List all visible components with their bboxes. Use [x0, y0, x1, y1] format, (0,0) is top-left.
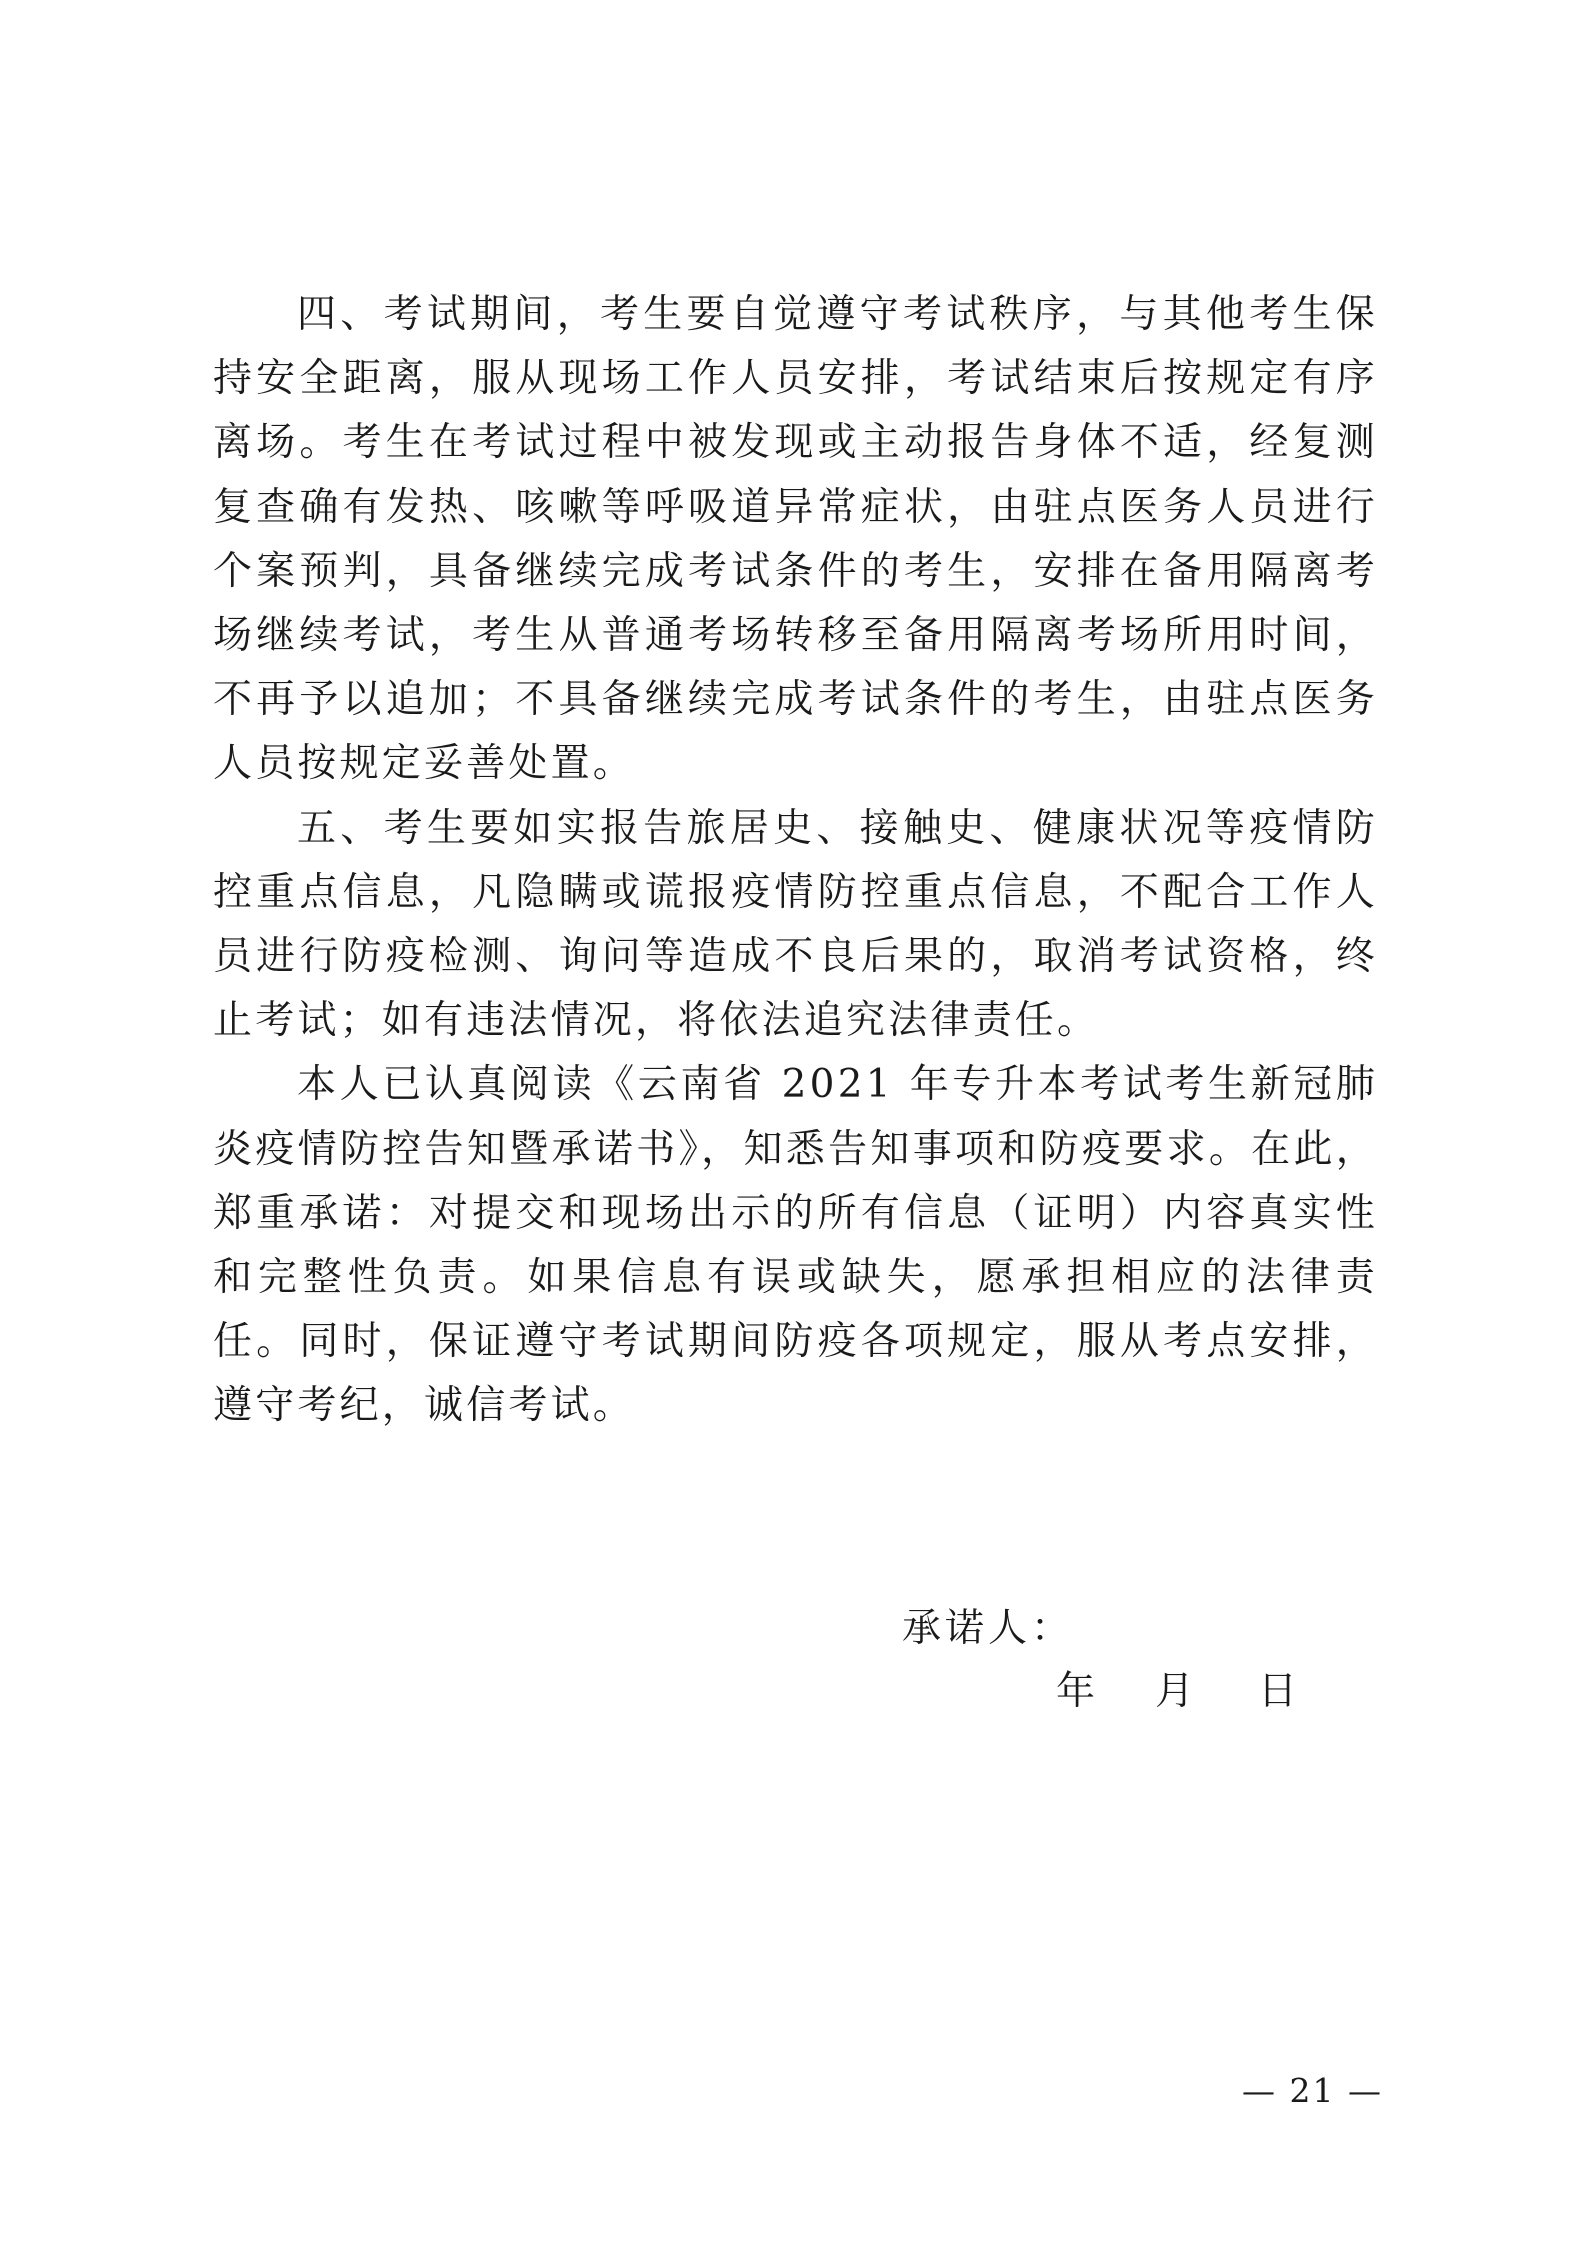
date-year-label: 年: [1056, 1669, 1096, 1714]
page-number: — 21 —: [1242, 2071, 1383, 2110]
promisor-label: 承诺人：: [902, 1606, 1075, 1651]
commitment-body: [213, 283, 1378, 1439]
paragraph-exam-period: 四、考试期间，考生要自觉遵守考试秩序，与其他考生保持安全距离，服从现场工作人员安排，考试结束后按规定有序离场。考生在考试过程中被发现或主动报告身体不适，经复测复查确有发热、咳嗽等呼吸道异常症状，由驻点医务人员进行个案预判，具备继续完成考试条件的考生，安排在备用隔离考场继续考试，考生从普通考场转移至备用隔离考场所用时间，不再予以追加；不具备继续完成考试条件的考生，由驻点医务人员按规定妥善处置。: [213, 292, 1378, 787]
paragraph-truthful-report: 五、考生要如实报告旅居史、接触史、健康状况等疫情防控重点信息，凡隐瞒或谎报疫情防控重点信息，不配合工作人员进行防疫检测、询问等造成不良后果的，取消考试资格，终止考试；如有违法情况，将依法追究法律责任。: [213, 805, 1378, 1044]
date-day-label: 日: [1258, 1669, 1298, 1714]
paragraph-personal-pledge: 本人已认真阅读《云南省 2021 年专升本考试考生新冠肺炎疫情防控告知暨承诺书》，知悉告知事项和防疫要求。在此，郑重承诺：对提交和现场出示的所有信息（证明）内容真实性和完整性负责。如果信息有误或缺失，愿承担相应的法律责任。同时，保证遵守考试期间防疫各项规定，服从考点安排，遵守考纪，诚信考试。: [213, 1062, 1378, 1429]
date-month-label: 月: [1155, 1669, 1195, 1714]
